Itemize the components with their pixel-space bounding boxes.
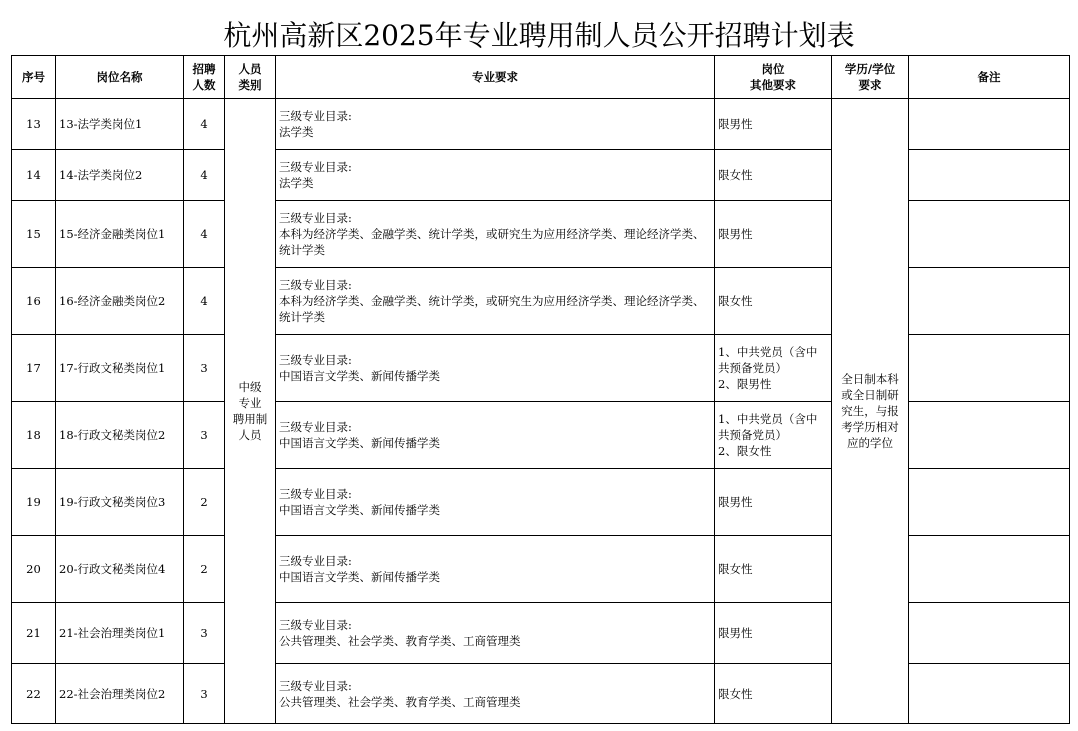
- cell-note: [909, 402, 1070, 469]
- cell-name: 17-行政文秘类岗位1: [56, 335, 184, 402]
- cell-name: 14-法学类岗位2: [56, 150, 184, 201]
- cell-seq: 17: [12, 335, 56, 402]
- cell-major: 三级专业目录: 中国语言文学类、新闻传播学类: [276, 402, 715, 469]
- header-other: 岗位 其他要求: [715, 56, 832, 99]
- cell-name: 13-法学类岗位1: [56, 99, 184, 150]
- header-note: 备注: [909, 56, 1070, 99]
- cell-count: 4: [184, 150, 225, 201]
- cell-seq: 14: [12, 150, 56, 201]
- cell-note: [909, 536, 1070, 603]
- table-row: [12, 664, 1070, 724]
- recruitment-plan-table: [11, 55, 1070, 724]
- cell-count: 4: [184, 268, 225, 335]
- cell-count: 3: [184, 664, 225, 724]
- cell-count: 2: [184, 469, 225, 536]
- table-row: [12, 150, 1070, 201]
- cell-other: 限男性: [715, 603, 832, 664]
- cell-name: 16-经济金融类岗位2: [56, 268, 184, 335]
- cell-count: 3: [184, 402, 225, 469]
- cell-note: [909, 268, 1070, 335]
- cell-count: 3: [184, 603, 225, 664]
- cell-other: 限男性: [715, 99, 832, 150]
- cell-edu-merged: 全日制本科 或全日制研 究生，与报 考学历相对 应的学位: [832, 99, 909, 724]
- cell-major: 三级专业目录: 中国语言文学类、新闻传播学类: [276, 335, 715, 402]
- table-row: [12, 99, 1070, 150]
- cell-seq: 20: [12, 536, 56, 603]
- table-row: [12, 536, 1070, 603]
- cell-seq: 19: [12, 469, 56, 536]
- cell-seq: 22: [12, 664, 56, 724]
- cell-major: 三级专业目录: 中国语言文学类、新闻传播学类: [276, 536, 715, 603]
- cell-other: 1、中共党员（含中共预备党员） 2、限男性: [715, 335, 832, 402]
- cell-other: 限女性: [715, 150, 832, 201]
- cell-count: 4: [184, 201, 225, 268]
- cell-note: [909, 664, 1070, 724]
- cell-other: 限男性: [715, 469, 832, 536]
- cell-name: 20-行政文秘类岗位4: [56, 536, 184, 603]
- cell-seq: 21: [12, 603, 56, 664]
- cell-category-merged: 中级 专业 聘用制 人员: [225, 99, 276, 724]
- cell-note: [909, 335, 1070, 402]
- table-row: [12, 335, 1070, 402]
- cell-other: 限女性: [715, 536, 832, 603]
- cell-other: 限男性: [715, 201, 832, 268]
- cell-major: 三级专业目录: 公共管理类、社会学类、教育学类、工商管理类: [276, 603, 715, 664]
- table-row: [12, 603, 1070, 664]
- cell-name: 22-社会治理类岗位2: [56, 664, 184, 724]
- cell-major: 三级专业目录: 本科为经济学类、金融学类、统计学类，或研究生为应用经济学类、理论经济学类、统计学类: [276, 201, 715, 268]
- table-row: [12, 469, 1070, 536]
- cell-name: 18-行政文秘类岗位2: [56, 402, 184, 469]
- header-row: [12, 56, 1070, 99]
- table-row: [12, 201, 1070, 268]
- cell-note: [909, 201, 1070, 268]
- cell-seq: 16: [12, 268, 56, 335]
- cell-major: 三级专业目录: 本科为经济学类、金融学类、统计学类，或研究生为应用经济学类、理论经济学类、统计学类: [276, 268, 715, 335]
- cell-count: 4: [184, 99, 225, 150]
- cell-major: 三级专业目录: 法学类: [276, 150, 715, 201]
- cell-major: 三级专业目录: 中国语言文学类、新闻传播学类: [276, 469, 715, 536]
- header-name: 岗位名称: [56, 56, 184, 99]
- cell-note: [909, 150, 1070, 201]
- cell-other: 限女性: [715, 268, 832, 335]
- page-title: 杭州高新区2025年专业聘用制人员公开招聘计划表: [223, 19, 855, 52]
- cell-other: 限女性: [715, 664, 832, 724]
- header-category: 人员 类别: [225, 56, 276, 99]
- cell-note: [909, 99, 1070, 150]
- cell-note: [909, 469, 1070, 536]
- cell-count: 2: [184, 536, 225, 603]
- cell-name: 15-经济金融类岗位1: [56, 201, 184, 268]
- cell-seq: 15: [12, 201, 56, 268]
- cell-seq: 13: [12, 99, 56, 150]
- cell-seq: 18: [12, 402, 56, 469]
- table-row: [12, 268, 1070, 335]
- header-seq: 序号: [12, 56, 56, 99]
- header-major: 专业要求: [276, 56, 715, 99]
- header-edu: 学历/学位 要求: [832, 56, 909, 99]
- cell-major: 三级专业目录: 公共管理类、社会学类、教育学类、工商管理类: [276, 664, 715, 724]
- cell-other: 1、中共党员（含中共预备党员） 2、限女性: [715, 402, 832, 469]
- cell-name: 21-社会治理类岗位1: [56, 603, 184, 664]
- header-count: 招聘 人数: [184, 56, 225, 99]
- table-row: [12, 402, 1070, 469]
- cell-count: 3: [184, 335, 225, 402]
- cell-major: 三级专业目录: 法学类: [276, 99, 715, 150]
- cell-note: [909, 603, 1070, 664]
- cell-name: 19-行政文秘类岗位3: [56, 469, 184, 536]
